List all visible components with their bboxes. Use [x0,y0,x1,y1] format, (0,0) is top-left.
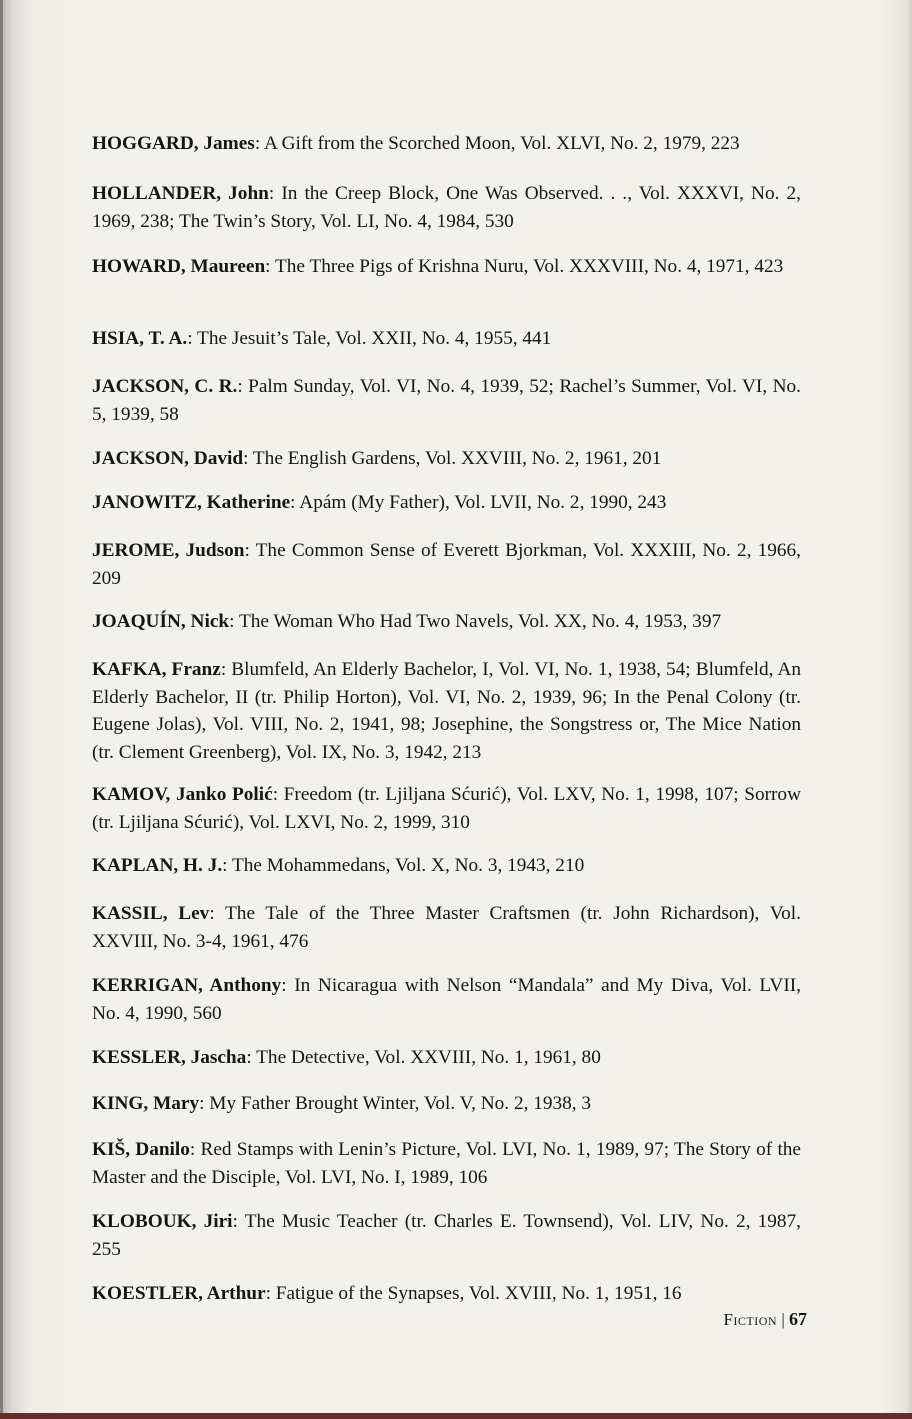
author-name: HSIA, T. A. [92,328,188,350]
entry-text: The Jesuit’s Tale, Vol. XXII, No. 4, 1955, 441 [197,328,552,350]
author-name: KESSLER, Jascha [92,1047,247,1069]
entry-text: In the Creep Block, One Was Observed. . ., Vol. XXXVI, No. 2, 1969, 238; The Twin’s Story, Vol. LI, No. 4, 1984, 530 [92,183,801,232]
author-name: JACKSON, C. R. [92,376,238,398]
entry-text: The Three Pigs of Krishna Nuru, Vol. XXXVIII, No. 4, 1971, 423 [275,256,784,278]
author-name: KAPLAN, H. J. [92,855,223,877]
index-entry: KASSIL, Lev: The Tale of the Three Master Craftsmen (tr. John Richardson), Vol. XXVIII, No. 3-4, 1961, 476 [92,903,801,952]
index-entry: KESSLER, Jascha: The Detective, Vol. XXVIII, No. 1, 1961, 80 [92,1047,601,1069]
entry-text: The English Gardens, Vol. XXVIII, No. 2, 1961, 201 [252,448,662,470]
index-entry: KERRIGAN, Anthony: In Nicaragua with Nelson “Mandala” and My Diva, Vol. LVII, No. 4, 1990, 560 [92,975,801,1024]
author-name: KAMOV, Janko Polić [92,784,273,806]
entry-text: Apám (My Father), Vol. LVII, No. 2, 1990, 243 [299,492,667,514]
author-name: JEROME, Judson [92,540,245,562]
index-entry: KOESTLER, Arthur: Fatigue of the Synapses, Vol. XVIII, No. 1, 1951, 16 [92,1283,682,1305]
page-number: 67 [789,1309,807,1329]
index-entry: JACKSON, C. R.: Palm Sunday, Vol. VI, No. 4, 1939, 52; Rachel’s Summer, Vol. VI, No. 5, 1939, 58 [92,376,801,425]
entry-text: My Father Brought Winter, Vol. V, No. 2, 1938, 3 [209,1093,592,1115]
author-name: KLOBOUK, Jiri [92,1211,233,1233]
index-entry: HOGGARD, James: A Gift from the Scorched Moon, Vol. XLVI, No. 2, 1979, 223 [92,133,740,155]
index-entry: KAPLAN, H. J.: The Mohammedans, Vol. X, No. 3, 1943, 210 [92,855,585,877]
author-name: JOAQUÍN, Nick [92,611,230,633]
index-entry: KIŠ, Danilo: Red Stamps with Lenin’s Picture, Vol. LVI, No. 1, 1989, 97; The Story of the Master and the Disciple, Vol. LVI, No. I, 1989, 106 [92,1139,801,1188]
entry-text: Fatigue of the Synapses, Vol. XVIII, No. 1, 1951, 16 [275,1283,682,1305]
author-name: HOLLANDER, John [92,183,269,205]
index-entry: JOAQUÍN, Nick: The Woman Who Had Two Navels, Vol. XX, No. 4, 1953, 397 [92,611,722,633]
entry-text: The Tale of the Three Master Craftsmen (tr. John Richardson), Vol. XXVIII, No. 3-4, 1961, 476 [92,903,801,952]
author-name: HOWARD, Maureen [92,256,266,278]
index-entry: JACKSON, David: The English Gardens, Vol. XXVIII, No. 2, 1961, 201 [92,448,662,470]
index-entry: HOLLANDER, John: In the Creep Block, One Was Observed. . ., Vol. XXXVI, No. 2, 1969, 238; The Twin’s Story, Vol. LI, No. 4, 1984, 530 [92,183,801,232]
author-name: KOESTLER, Arthur [92,1283,266,1305]
author-name: KIŠ, Danilo [92,1139,190,1161]
entry-text: Red Stamps with Lenin’s Picture, Vol. LVI, No. 1, 1989, 97; The Story of the Master and the Disciple, Vol. LVI, No. I, 1989, 106 [92,1139,801,1188]
entry-text: Freedom (tr. Ljiljana Sćurić), Vol. LXV, No. 1, 1998, 107; Sorrow (tr. Ljiljana Sćurić), Vol. LXVI, No. 2, 1999, 310 [92,784,801,833]
author-name: HOGGARD, James [92,133,255,155]
entry-text: The Mohammedans, Vol. X, No. 3, 1943, 210 [232,855,585,877]
index-entry: KING, Mary: My Father Brought Winter, Vol. V, No. 2, 1938, 3 [92,1093,592,1115]
entry-text: The Woman Who Had Two Navels, Vol. XX, No. 4, 1953, 397 [238,611,722,633]
entry-text: The Detective, Vol. XXVIII, No. 1, 1961, 80 [256,1047,601,1069]
entry-text: The Common Sense of Everett Bjorkman, Vol. XXXIII, No. 2, 1966, 209 [92,540,801,589]
index-entry: KLOBOUK, Jiri: The Music Teacher (tr. Charles E. Townsend), Vol. LIV, No. 2, 1987, 255 [92,1211,801,1260]
index-entry: JEROME, Judson: The Common Sense of Everett Bjorkman, Vol. XXXIII, No. 2, 1966, 209 [92,540,801,589]
entry-text: Blumfeld, An Elderly Bachelor, I, Vol. VI, No. 1, 1938, 54; Blumfeld, An Elderly Bachelor, II (tr. Philip Horton), Vol. VI, No. 2, 1939, 96; In the Penal Colony (tr. Eugene Jolas), Vol. VIII, No. 2, 1941, 98; Josephine, the Songstress or, The Mice Nation (tr. Clement Greenberg), Vol. IX, No. 3, 1942, 213 [92,659,802,763]
page-bottom-edge [0,1413,912,1419]
index-entry: HOWARD, Maureen: The Three Pigs of Krishna Nuru, Vol. XXXVIII, No. 4, 1971, 423 [92,256,784,278]
author-name: JACKSON, David [92,448,244,470]
entry-text: In Nicaragua with Nelson “Mandala” and My Diva, Vol. LVII, No. 4, 1990, 560 [92,975,801,1024]
entry-text: Palm Sunday, Vol. VI, No. 4, 1939, 52; Rachel’s Summer, Vol. VI, No. 5, 1939, 58 [92,376,801,425]
author-name: KAFKA, Franz [92,659,221,681]
index-entry: KAFKA, Franz: Blumfeld, An Elderly Bachelor, I, Vol. VI, No. 1, 1938, 54; Blumfeld, An Elderly Bachelor, II (tr. Philip Horton), Vol. VI, No. 2, 1939, 96; In the Penal Colony (tr. Eugene Jolas), Vol. VIII, No. 2, 1941, 98; Josephine, the Songstress or, The Mice Nation (tr. Clement Greenberg), Vol. IX, No. 3, 1942, 213 [92,659,802,763]
section-title: Fiction [723,1310,778,1329]
page-footer [677,1309,807,1330]
index-entry: HSIA, T. A.: The Jesuit’s Tale, Vol. XXII, No. 4, 1955, 441 [92,328,552,350]
author-name: KERRIGAN, Anthony [92,975,282,997]
page-gutter-shadow [0,0,3,1419]
author-name: KASSIL, Lev [92,903,210,925]
index-entry: KAMOV, Janko Polić: Freedom (tr. Ljiljana Sćurić), Vol. LXV, No. 1, 1998, 107; Sorrow (tr. Ljiljana Sćurić), Vol. LXVI, No. 2, 1999, 310 [92,784,801,833]
entry-text: A Gift from the Scorched Moon, Vol. XLVI, No. 2, 1979, 223 [263,133,740,155]
author-name: KING, Mary [92,1093,200,1115]
entry-text: The Music Teacher (tr. Charles E. Townsend), Vol. LIV, No. 2, 1987, 255 [92,1211,801,1260]
index-entry: JANOWITZ, Katherine: Apám (My Father), Vol. LVII, No. 2, 1990, 243 [92,492,667,514]
footer-separator: | [781,1310,785,1329]
author-name: JANOWITZ, Katherine [92,492,291,514]
